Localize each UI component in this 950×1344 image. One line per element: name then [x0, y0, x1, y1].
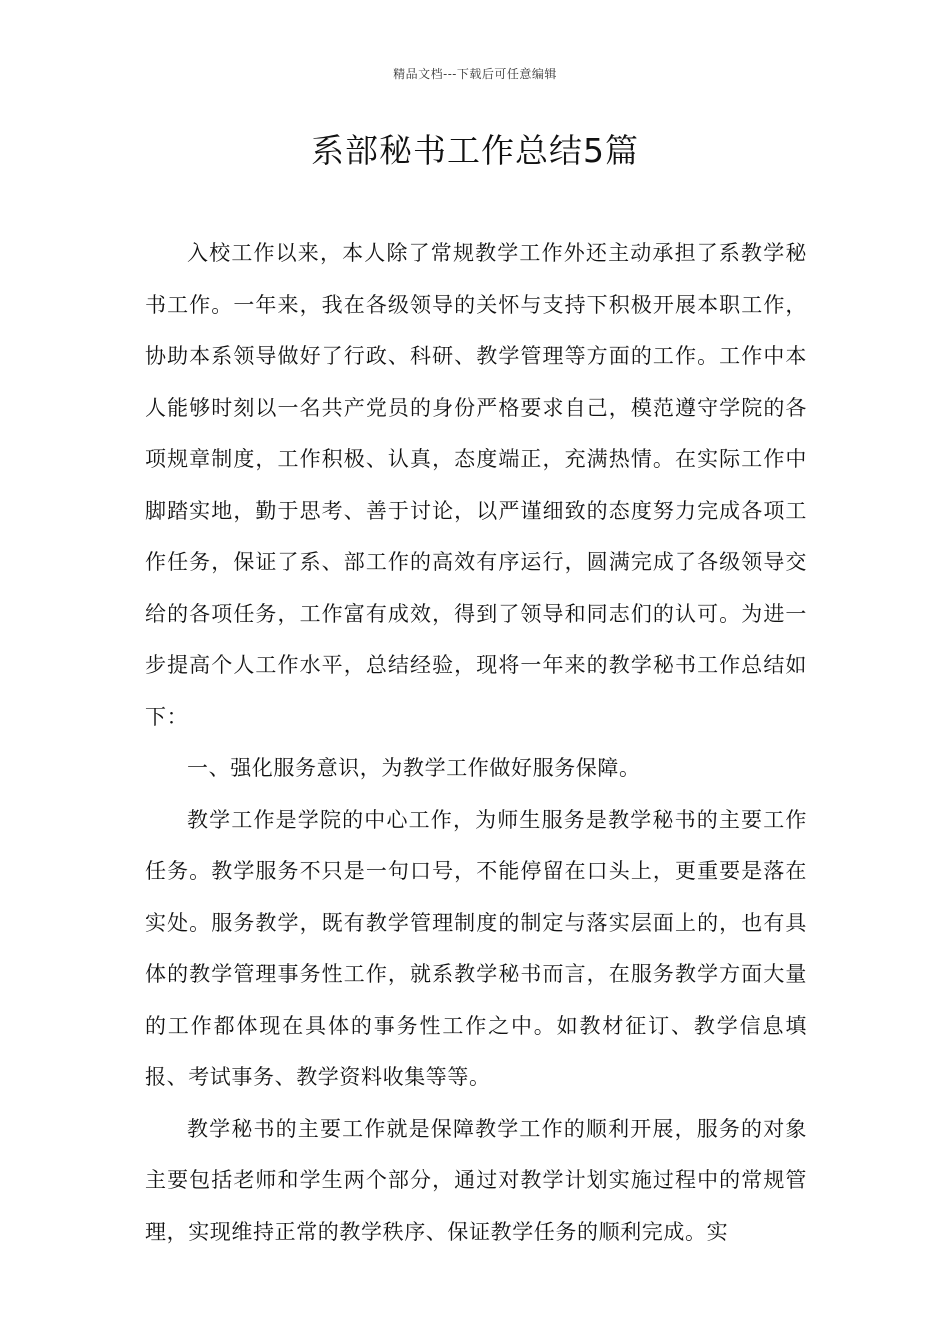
- paragraph-duties: 教学秘书的主要工作就是保障教学工作的顺利开展，服务的对象主要包括老师和学生两个部分，通过对教学计划实施过程中的常规管理，实现维持正常的教学秩序、保证教学任务的顺利完成。实: [145, 1116, 807, 1244]
- paragraph-intro: 入校工作以来，本人除了常规教学工作外还主动承担了系教学秘书工作。一年来，我在各级领导的关怀与支持下积极开展本职工作，协助本系领导做好了行政、科研、教学管理等方面的工作。工作中本人能够时刻以一名共产党员的身份严格要求自己，模范遵守学院的各项规章制度，工作积极、认真，态度端正，充满热情。在实际工作中脚踏实地，勤于思考、善于讨论，以严谨细致的态度努力完成各项工作任务，保证了系、部工作的高效有序运行，圆满完成了各级领导交给的各项任务，工作富有成效，得到了领导和同志们的认可。为进一步提高个人工作水平，总结经验，现将一年来的教学秘书工作总结如下：: [145, 241, 807, 729]
- paragraph-service: 教学工作是学院的中心工作，为师生服务是教学秘书的主要工作任务。教学服务不只是一句口号，不能停留在口头上，更重要是落在实处。服务教学，既有教学管理制度的制定与落实层面上的，也有具体的教学管理事务性工作，就系教学秘书而言，在服务教学方面大量的工作都体现在具体的事务性工作之中。如教材征订、教学信息填报、考试事务、教学资料收集等等。: [145, 807, 807, 1089]
- document-body: [145, 228, 807, 1258]
- section-heading-1: 一、强化服务意识，为教学工作做好服务保障。: [187, 756, 641, 780]
- header-note: 精品文档---下载后可任意编辑: [393, 67, 557, 81]
- page-title: 系部秘书工作总结5篇: [311, 131, 639, 170]
